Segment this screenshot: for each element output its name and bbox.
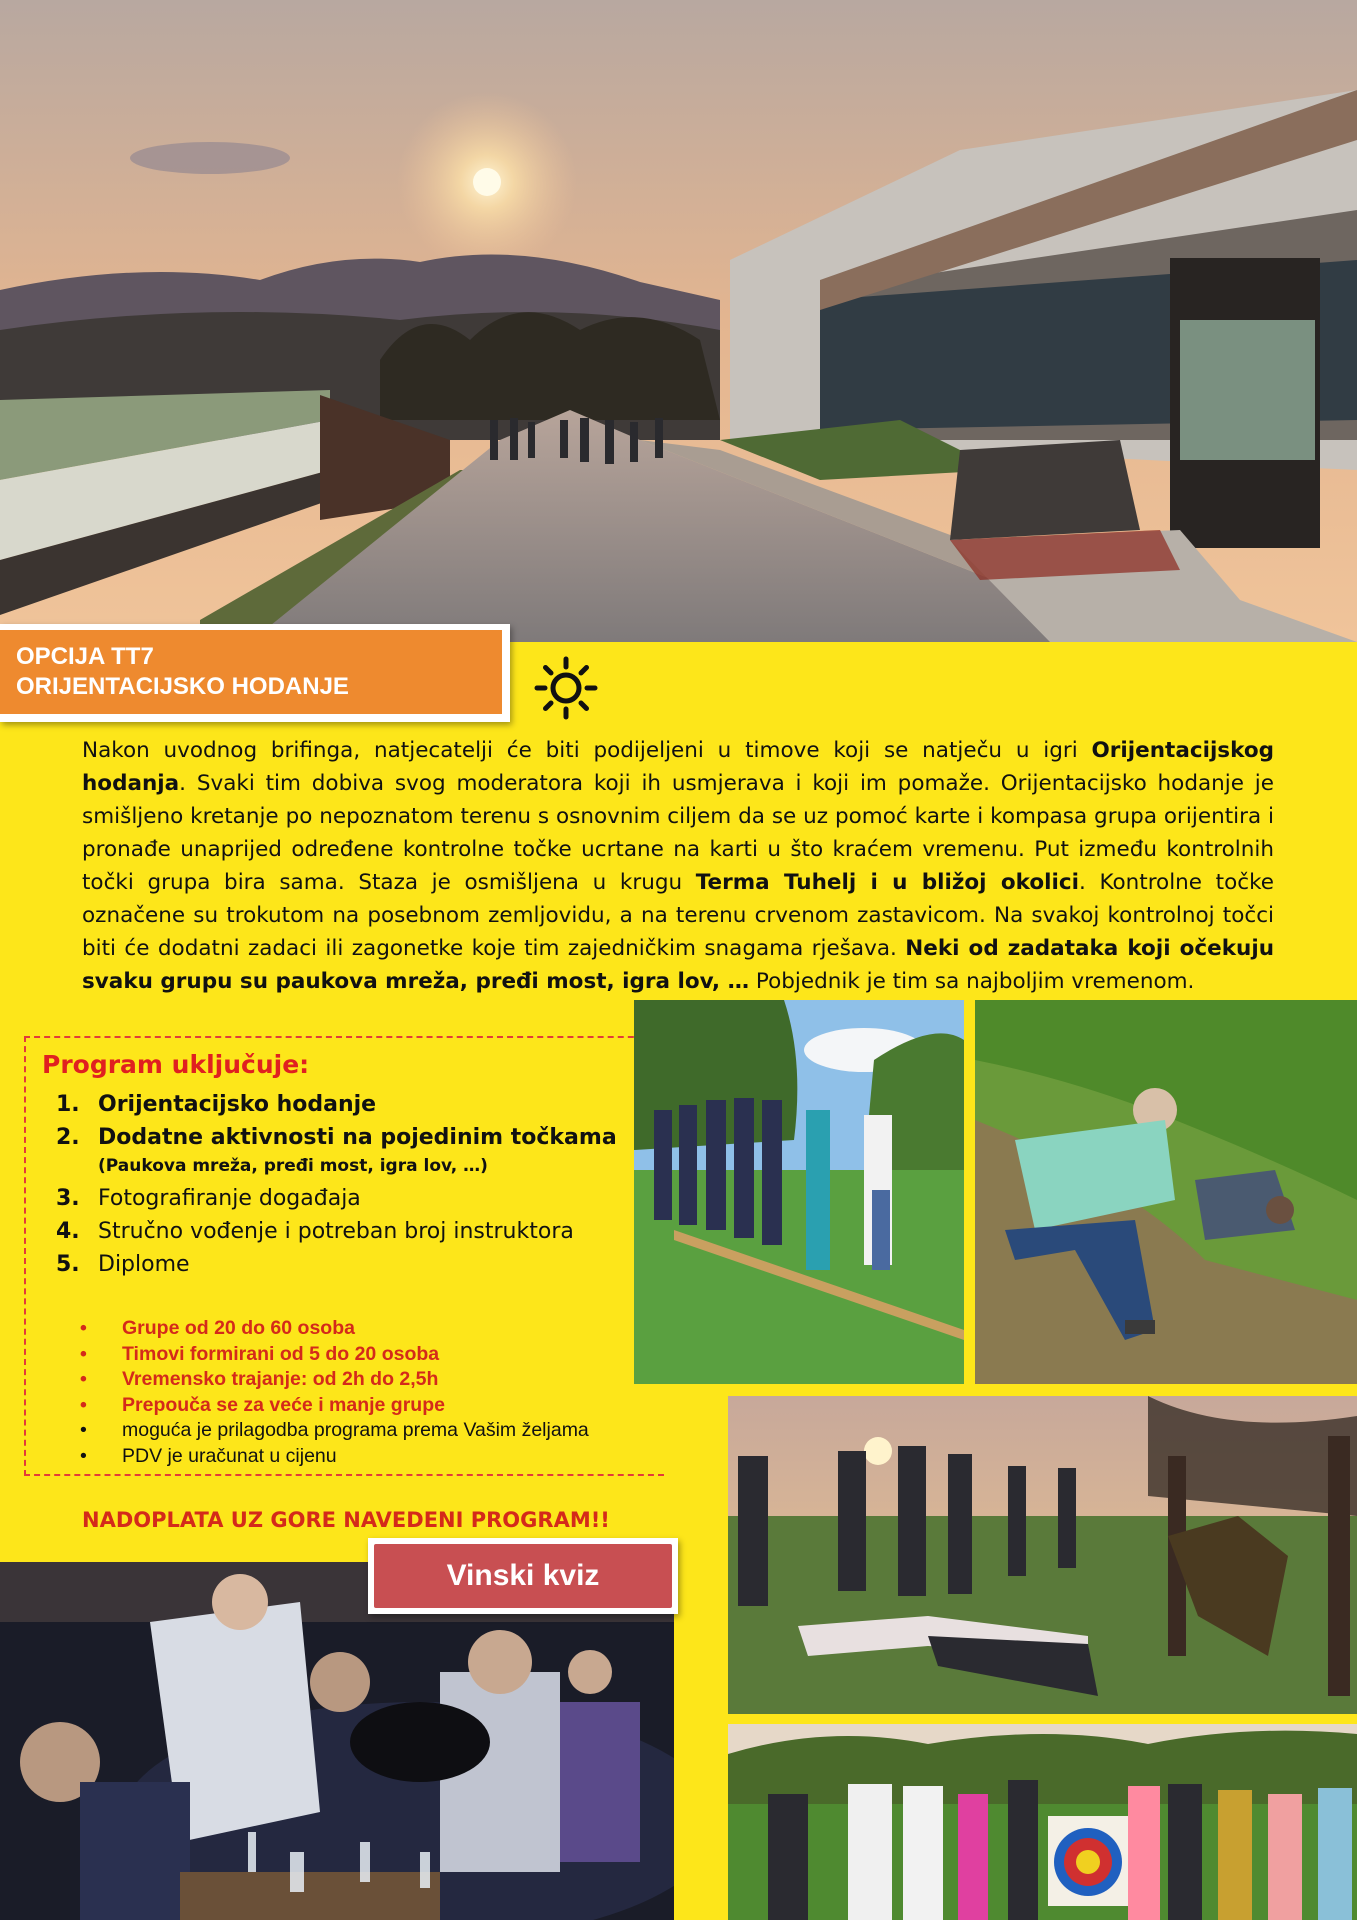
wine-tasting-photo [0, 1562, 674, 1920]
program-item-subtext: (Paukova mreža, pređi most, igra lov, …) [98, 1156, 488, 1176]
intro-text-1: Nakon uvodnog brifinga, natjecatelji će biti podijeljeni u timove koji se natječu u igri [82, 738, 1092, 763]
helping-hand-photo [975, 1000, 1357, 1384]
intro-text-4: Pobjednik je tim sa najboljim vremenom. [749, 969, 1195, 994]
option-code: OPCIJA TT7 [16, 643, 154, 670]
info-item: • moguća je prilagodba programa prema Vašim željama [80, 1418, 680, 1444]
program-item [56, 1121, 636, 1178]
program-list [56, 1088, 636, 1281]
surcharge-note: NADOPLATA UZ GORE NAVEDENI PROGRAM!! [82, 1508, 610, 1532]
sun-icon [534, 656, 598, 720]
program-item-text: Stručno vođenje i potreban broj instruktora [98, 1219, 574, 1244]
wine-quiz-button[interactable] [368, 1538, 678, 1614]
intro-paragraph [82, 734, 1274, 998]
info-item: • Grupe od 20 do 60 osoba [80, 1316, 680, 1342]
team-plank-photo [634, 1000, 964, 1384]
program-item [56, 1182, 636, 1215]
archery-group-photo [728, 1724, 1357, 1920]
program-item [56, 1215, 636, 1248]
program-item [56, 1248, 636, 1281]
program-item-text: Fotografiranje događaja [98, 1186, 361, 1211]
program-item [56, 1088, 636, 1121]
intro-bold-3: Neki od zadataka koji očekuju svaku grupu su paukova mreža, pređi most, igra lov, … [82, 936, 1275, 994]
info-item: • Vremensko trajanje: od 2h do 2,5h [80, 1367, 680, 1393]
program-item-number: 1. [56, 1092, 80, 1117]
program-title: Program uključuje: [42, 1050, 310, 1079]
intro-bold-1: Orijentacijskog hodanja [82, 738, 1274, 796]
option-title-box [0, 624, 510, 722]
sunset-game-photo [728, 1396, 1357, 1714]
program-item-text: Orijentacijsko hodanje [98, 1092, 377, 1117]
program-item-number: 3. [56, 1186, 80, 1211]
option-title: ORIJENTACIJSKO HODANJE [16, 673, 349, 700]
program-item-number: 4. [56, 1219, 80, 1244]
info-list [80, 1316, 680, 1469]
info-item: • Timovi formirani od 5 do 20 osoba [80, 1342, 680, 1368]
program-item-number: 5. [56, 1252, 80, 1277]
info-item: • Prepouča se za veće i manje grupe [80, 1393, 680, 1419]
wine-quiz-label: Vinski kviz [374, 1544, 672, 1608]
hero-photo [0, 0, 1357, 642]
intro-bold-2: Terma Tuhelj i u bližoj okolici [695, 870, 1079, 895]
intro-text-3: . Kontrolne točke označene su trokutom na posebnom zemljovidu, a na terenu crvenom zastavicom. Na svakoj kontrolnoj točci biti će dodatni zadaci ili zagonetke koje tim zajedničkim snagama rješava. [82, 870, 1275, 961]
program-item-text: Dodatne aktivnosti na pojedinim točkama [98, 1125, 617, 1150]
intro-text-2: . Svaki tim dobiva svog moderatora koji ih usmjerava i koji im pomaže. Orijentacijsko hodanje je smišljeno kretanje po nepoznatom terenu s osnovnim ciljem da se uz pomoć karte i kompasa grupa orijentira i pronađe unaprijed određene kontrolne točke ucrtane na karti u što kraćem vremenu. Put između kontrolnih točki grupa bira sama. Staza je osmišljena u krugu [82, 771, 1274, 895]
program-item-number: 2. [56, 1125, 80, 1150]
program-item-text: Diplome [98, 1252, 190, 1277]
info-item: • PDV je uračunat u cijenu [80, 1444, 680, 1470]
